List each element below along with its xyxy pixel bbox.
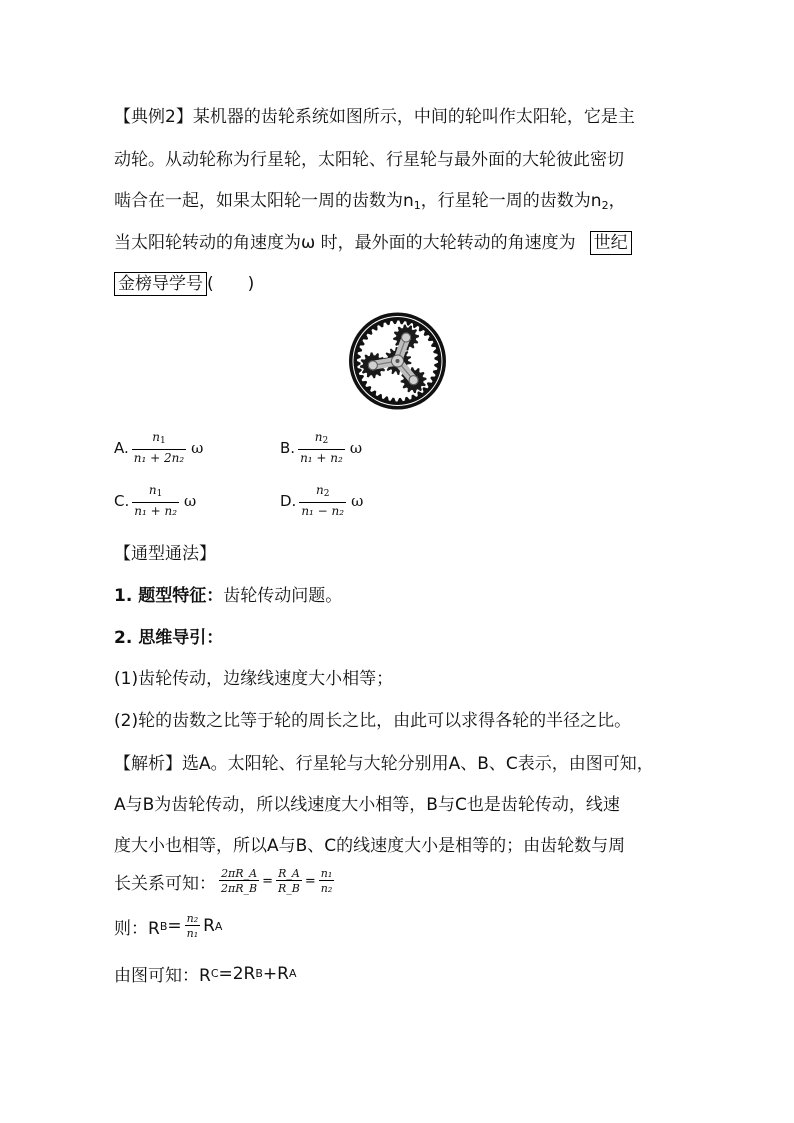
option-a-fraction: $\frac{n_1}{\text{n₁ + 2n₂}}$	[133, 430, 185, 465]
option-b[interactable]: B. $\frac{n_2}{\text{n₁ + n₂}}$ ω	[280, 430, 363, 465]
radius-fraction: $\frac{\text{n₂}}{\text{n₁}}$	[186, 912, 199, 940]
method-heading: 【通型通法】	[114, 544, 216, 564]
book-ref-box-2: 金榜导学号	[114, 272, 207, 296]
option-d-fraction: $\frac{n_2}{\text{n₁ − n₂}}$	[301, 483, 345, 518]
solution-line-1: 【解析】选A。太阳轮、行星轮与大轮分别用A、B、C表示，由图可知，	[114, 754, 654, 774]
option-c[interactable]: C. $\frac{n_1}{\text{n₁ + n₂}}$ ω	[114, 483, 197, 518]
solution-line-5: 则：R B = $\frac{\text{n₂}}{\text{n₁}}$ R A	[114, 912, 223, 940]
option-c-fraction: $\frac{n_1}{\text{n₁ + n₂}}$	[134, 483, 178, 518]
planetary-gear-icon	[347, 312, 448, 410]
option-a[interactable]: A. $\frac{n_1}{\text{n₁ + 2n₂}}$ ω	[114, 430, 204, 465]
problem-line-3: 啮合在一起，如果太阳轮一周的齿数为$n_1$，行星轮一周的齿数为$n_2$，	[114, 191, 626, 212]
method-point-1: (1)齿轮传动，边缘线速度大小相等；	[114, 669, 394, 689]
book-ref-box-1: 世纪	[590, 231, 632, 255]
problem-line-5: 金榜导学号 ( )	[114, 273, 254, 295]
solution-line-3: 度大小也相等，所以A与B、C的线速度大小是相等的；由齿轮数与周	[114, 836, 626, 856]
ratio-fraction-1: $\frac{2\pi R\_A}{2\pi R\_B}$	[221, 867, 258, 895]
problem-line-1: 【典例2】某机器的齿轮系统如图所示，中间的轮叫作太阳轮，它是主	[114, 107, 635, 127]
ratio-fraction-2: $\frac{R\_A}{R\_B}$	[278, 867, 300, 895]
method-point-2: (2)轮的齿数之比等于轮的周长之比，由此可以求得各轮的半径之比。	[114, 711, 632, 731]
problem-line-4: 当太阳轮转动的角速度为ω 时，最外面的大轮转动的角速度为 世纪	[114, 232, 632, 254]
solution-line-2: A与B为齿轮传动，所以线速度大小相等，B与C也是齿轮传动，线速	[114, 795, 620, 815]
option-d[interactable]: D. $\frac{n_2}{\text{n₁ − n₂}}$ ω	[280, 483, 364, 518]
method-item-2: 2. 思维导引：	[114, 628, 224, 648]
solution-line-6: 由图可知：R C =2R B +R A	[114, 963, 297, 986]
solution-line-4: 长关系可知： $\frac{2\pi R\_A}{2\pi R\_B}$ = $\frac{R\_A}{R\_B}$ = $\frac{\text{n₁}}{\text{n₂}}$	[114, 867, 333, 895]
method-item-1: 1. 题型特征：齿轮传动问题。	[114, 586, 343, 606]
problem-line-2: 动轮。从动轮称为行星轮，太阳轮、行星轮与最外面的大轮彼此密切	[114, 150, 624, 170]
option-b-fraction: $\frac{n_2}{\text{n₁ + n₂}}$	[300, 430, 343, 465]
ratio-fraction-3: $\frac{\text{n₁}}{\text{n₂}}$	[320, 867, 333, 895]
